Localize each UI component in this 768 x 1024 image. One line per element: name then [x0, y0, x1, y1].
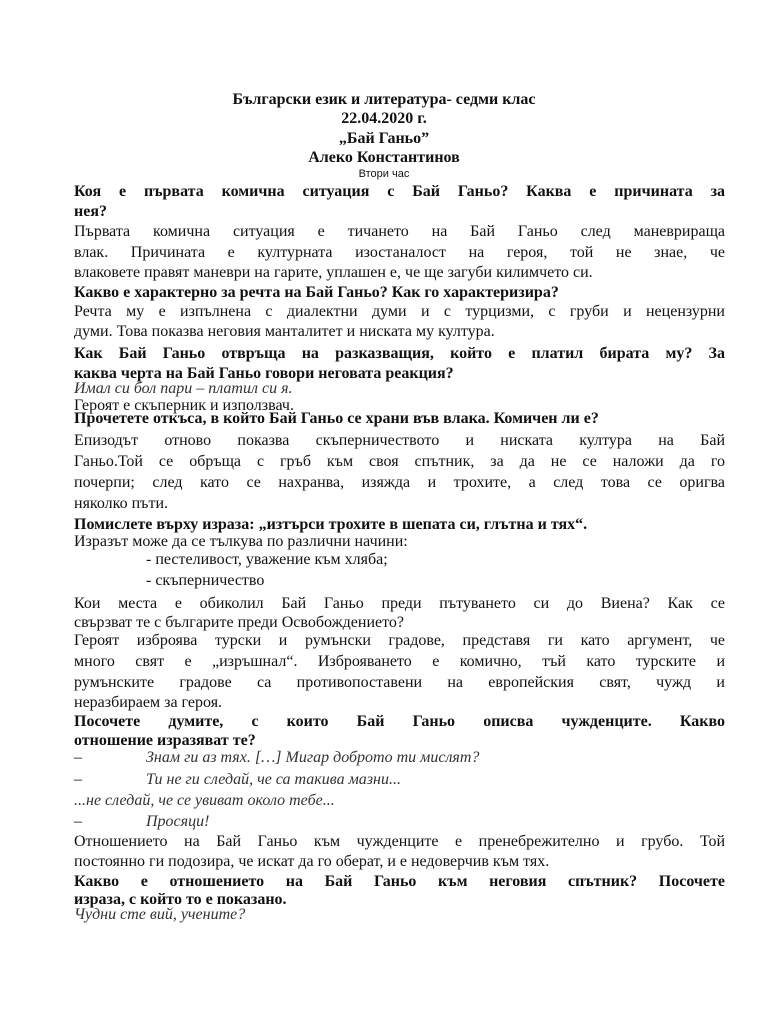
- quote-dash-2: –: [74, 771, 82, 788]
- question-6-line-1: Кои места е обиколил Бай Ганьо преди пътуването си до Виена? Как се: [74, 595, 725, 612]
- question-1-line-1: Коя е първата комична ситуация с Бай Ганьо? Каква е причината за: [74, 183, 725, 200]
- quote-4: ...не следай, че се увиват около тебе...: [74, 792, 335, 809]
- answer-3: Героят е скъперник и използвач.: [74, 397, 294, 414]
- lesson-label: Втори час: [358, 168, 410, 180]
- quote-5: Просяци!: [146, 813, 210, 830]
- quote-dash-3: –: [74, 813, 82, 830]
- quote-3: Ти не ги следай, че са такива мазни...: [146, 771, 401, 788]
- answer-1-line-2: влак. Причината е културната изостаналост на героя, той не знае, че: [74, 244, 725, 261]
- answer-5-item-2: - скъперничество: [146, 572, 265, 589]
- answer-6-line-4: неразбираем за героя.: [74, 694, 223, 711]
- answer-1-line-1: Първата комична ситуация е тичането на Бай Ганьо след маневрираща: [74, 223, 725, 240]
- answer-4-line-1: Епизодът отново показва скъперничеството и ниската култура на Бай: [74, 432, 725, 449]
- answer-2-line-1: Речта му е изпълнена с диалектни думи и с турцизми, с груби и нецензурни: [74, 303, 725, 320]
- question-2: Какво е характерно за речта на Бай Ганьо? Как го характеризира?: [74, 284, 559, 301]
- answer-5-intro: Изразът може да се тълкува по различни начини:: [74, 533, 408, 550]
- quote-2: Знам ги аз тях. […] Мигар доброто ти мислят?: [146, 749, 480, 766]
- question-6-line-2: свързват те с българите преди Освобождението?: [74, 614, 404, 631]
- answer-4-line-4: няколко пъти.: [74, 495, 169, 512]
- work-title: „Бай Ганьо”: [338, 130, 430, 147]
- answer-6-line-2: много свят е „изръшнал“. Изброяването е комично, тъй като турските и: [74, 653, 725, 670]
- answer-4-line-3: почерпи; след като се нахранва, изяжда и трохите, а след това се оригва: [74, 474, 725, 491]
- answer-6-line-3: румънските градове са противопоставени на европейския свят, чужд и: [74, 674, 725, 691]
- answer-2-line-2: думи. Това показва неговия манталитет и ниската му култура.: [74, 323, 495, 340]
- question-7-line-2: отношение изразяват те?: [74, 732, 256, 749]
- answer-1-line-3: влаковете правят маневри на гарите, уплашен е, че ще загуби килимчето си.: [74, 264, 593, 281]
- question-7-line-1: Посочете думите, с които Бай Ганьо описва чужденците. Какво: [74, 713, 725, 730]
- answer-6-line-1: Героят изброява турски и румънски градове, представя ги като аргумент, че: [74, 632, 725, 649]
- question-3-line-1: Как Бай Ганьо отвръща на разказващия, който е платил бирата му? За: [74, 345, 725, 362]
- question-3-line-2: каква черта на Бай Ганьо говори неговата реакция?: [74, 365, 454, 382]
- question-8-line-1: Какво е отношението на Бай Ганьо към неговия спътник? Посочете: [74, 873, 725, 890]
- author-name: Алеко Константинов: [308, 149, 460, 166]
- quote-6: Чудни сте вий, учените?: [74, 906, 246, 923]
- question-1-line-2: нея?: [74, 203, 107, 220]
- answer-7-line-1: Отношението на Бай Ганьо към чужденците е пренебрежително и грубо. Той: [74, 833, 725, 850]
- answer-7-line-2: постоянно ги подозира, че искат да го оберат, и е недоверчив към тях.: [74, 853, 550, 870]
- question-8-line-2: израза, с който то е показано.: [74, 891, 287, 908]
- answer-4-line-2: Ганьо.Той се обръща с гръб към своя спътник, за да не се наложи да го: [74, 453, 725, 470]
- answer-5-item-1: - пестеливост, уважение към хляба;: [146, 551, 388, 568]
- subject-heading: Български език и литература- седми клас: [232, 91, 536, 108]
- question-5: Помислете върху израза: „изтърси трохите в шепата си, глътна и тях“.: [74, 516, 588, 533]
- quote-dash-1: –: [74, 749, 82, 766]
- date-heading: 22.04.2020 г.: [341, 110, 427, 127]
- question-4: Прочетете откъса, в който Бай Ганьо се храни във влака. Комичен ли е?: [74, 410, 599, 427]
- quote-1: Имал си бол пари – платил си я.: [74, 380, 293, 397]
